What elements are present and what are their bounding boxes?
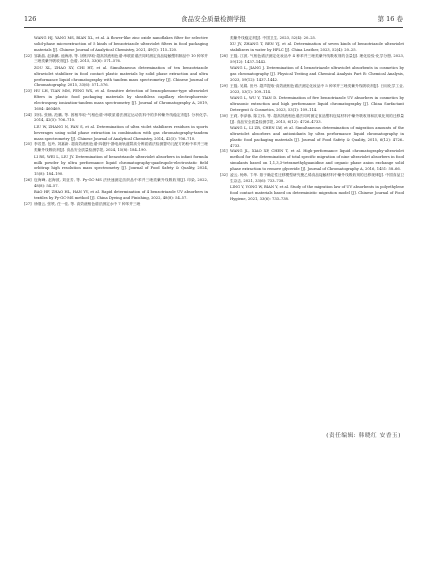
reference-chinese-text: 凌云, 杨炜, 卞华. 基于确定性迁移模型研究聚乙烯食品接触材料中紫外线吸收剂的迁移规律[J]. 中国食品卫生杂志, 2021, 33(6): 733–738. [230,172,404,183]
reference-chinese-text: 包海峰, 赵海波, 刘亚芳, 等. Py-GC-MS 法快速测定纺织品中苯并三唑类紫外线吸收剂[J]. 印染, 2022, 48(8): 54–57. [34,178,208,188]
reference-item [220,36,404,54]
reference-number: [25] [24,142,32,147]
reference-number: [30] [220,113,228,118]
reference-item [220,54,404,84]
reference-chinese-text: 王磊, 江波. 气相色谱法测定化妆品中 4 种苯并三唑类紫外线吸收剂的含量[J]. 理化检验-化学分册, 2023, 59(12): 1437–1442. [230,54,404,64]
reference-number: [31] [220,149,228,154]
reference-item [24,113,208,143]
header-rule [24,27,403,28]
references-left-column [24,36,208,208]
reference-number: [24] [24,112,32,117]
reference-english-text: WANG L, WU Y, TIAN D. Determination of five benzotriazole UV absorbers in cosmetics by ultrasonic extraction and high performance liquid chromatography [J]. China Surfactant Detergent & Cosmetics, 2023, 53(1): 109–114. [230,96,404,112]
reference-english-text: ZOU XL, ZHAO XY, CHI HT, et al. Simultaneous determination of ten benzotriazole ultraviolet stabilizer in food contact plastic materials by solid phase extraction and ultra performance liquid chromatography with tandem mass spectrometry [J]. Chinese Journal of Chromatography, 2015, 33(6): 571–576. [34,65,208,88]
reference-number: [28] [220,54,228,59]
reference-item [24,142,208,178]
reference-item [24,36,208,54]
reference-item [24,202,208,208]
reference-english-text: LIU W, ZHANG N, FAN S, et al. Determination of ultra violet stabilizers residues in sports beverages using solid phase extraction in combination with gas chromatography-tandem mass spectrometry [J]. Chinese Journal of Analytical Chemistry, 2014, 42(5): 706–710. [34,124,208,141]
reference-english-text: WANG L, LI ZR, CHEN LW, et al. Simultaneous determination of migration amounts of the ultraviolet absorbers and antioxidants by ultra performance liquid chromatography in plastic food packaging materials [J]. Journal of Food Safety & Quality, 2015, 6(12): 4726–4733. [230,126,404,148]
volume-label: 第 16 卷 [377,15,403,23]
reference-chinese-text: 王磊, 吴娟, 田丹. 超声提取-高效液相色谱法测定化妆品中 5 种苯并三唑类紫外线吸收剂[J]. 日用化学工业, 2023, 53(1): 109–114. [230,83,404,94]
reference-item [24,89,208,112]
reference-number: [32] [220,172,228,177]
references-right-column [220,36,404,203]
reference-english-text: HU LH, TIAN MM, FENG WX, et al. Sensitive detection of benzophenone-type ultraviolet filters in plastic food packaging materials by sheathless capillary electrophoresis-electrospray ionization-tandem mass spectrometry [J]. Journal of Chromatography A, 2019, 1604: 460469. [34,89,208,111]
reference-number: [23] [24,89,32,94]
reference-number: [22] [24,53,32,58]
reference-number: [29] [220,83,228,88]
reference-item [220,84,404,114]
journal-title: 食品安全质量检测学报 [181,15,246,23]
editor-credit: (责任编辑: 韩晓红 安香玉) [326,433,401,439]
reference-chinese-text: 徐继云, 张轶, 任一佳, 等. 高效液相色谱法测定水中 7 种苯并三唑 [34,202,141,206]
reference-item [24,178,208,202]
reference-english-text: XU JY, ZHANG T, REN YJ, et al. Determination of seven kinds of benzotriazole ultraviolet stabilizers in water by HPLC [J]. China Leather, 2023, 52(4): 20–25. [230,42,404,53]
reference-english-text: WANG HJ, YANG MS, BIAN XL, et al. A flower-like zinc oxide nanoflakes filter for selective solid-phase microextraction of 5 kinds of benzotriazole ultraviolet filters in food packaging materials [J]. Chinese Journal of Analytical Chemistry, 2021, 49(1): 115–120. [34,36,208,52]
reference-item [220,149,404,172]
reference-chinese-text: 王莉, 李泽蓉, 陈立伟, 等. 超高效液相色谱法同时测定食品塑料包装材料中紫外吸收剂和抗氧化剂的迁移量[J]. 食品安全质量检测学报, 2015, 6(12): 4726–4733. [230,113,404,124]
reference-chinese-text: 类紫外线稳定剂[J]. 中国卫生, 2023, 52(4): 20–25. [230,36,317,40]
reference-number: [27] [24,202,32,206]
reference-item [220,173,404,203]
reference-english-text: BAO HF, ZHAO HL, HAN YY, et al. Rapid determination of 4 benzotriazole UV absorbers in textiles by Py-GC-MS method [J]. China Dyeing and Finishing, 2022, 48(8): 54–57. [34,190,208,201]
reference-english-text: WANG L, JIANG J. Determination of 4 benzotriazole ultraviolet absorbents in cosmetics by gas chromatography [J]. Physical Testing and Chemical Analysis Part B: Chemical Analysis, 2023, 59(12): 1437–1442. [230,66,404,83]
page-number: 126 [24,15,37,23]
reference-english-text: WANG JL, XIAO XP, CHEN T, et al. High-performance liquid chromatography-ultraviolet method for the determination of total specific migration of nine ultraviolet absorbers in food simulants based on 1,1,3,3-tetramethylguanidine and organic phase anion exchange solid phase extraction to remove glyceride [J]. Journal of Chromatography A, 2016, 1451: 58–66. [230,149,404,171]
reference-item [24,54,208,90]
page-header [24,12,403,26]
reference-item [220,114,404,150]
reference-english-text: LING Y, YONG W, BIAN Y, et al. Study of the migration law of UV absorbents in polyethylene food contact materials based on deterministic migration model [J]. Chinese Journal of Food Hygiene, 2021, 33(6): 733–738. [230,185,404,201]
reference-chinese-text: 刘伟, 张楠, 范鹏, 等. 固相萃取-气相色谱-串联质谱法测定运动饮料中的多种紫外线稳定剂[J]. 分析化学, 2014, 42(5): 706–710. [34,112,208,123]
reference-english-text: LI RS, WEI L, LIU JY. Determination of benzotriazole ultraviolet absorbers in infant formula milk powder by ultra performance liquid chromatography-quadrupole-electrostatic field orbitrap high resolution mass spectrometry [J]. Journal of Food Safety & Quality, 2024, 15(8): 184–190. [34,154,208,177]
reference-chinese-text: 邹新晶, 赵新鹏, 池海涛, 等. 固相萃取-超高效液相色谱-串联质谱法同时测定食品接触塑料制品中 10 种苯并三唑类紫外吸收剂[J]. 色谱, 2015, 33(6): 571–576. [34,53,208,64]
reference-number: [26] [24,178,32,183]
reference-chinese-text: 李若思, 包玲, 刘嘉新. 超高效液相色谱-四极杆-静电场轨道阱高分辨质谱法检测婴幼儿配方奶粉中苯并三唑类紫外线吸收剂[J]. 食品安全质量检测学报, 2024, 15(8): 184–190. [34,142,208,153]
